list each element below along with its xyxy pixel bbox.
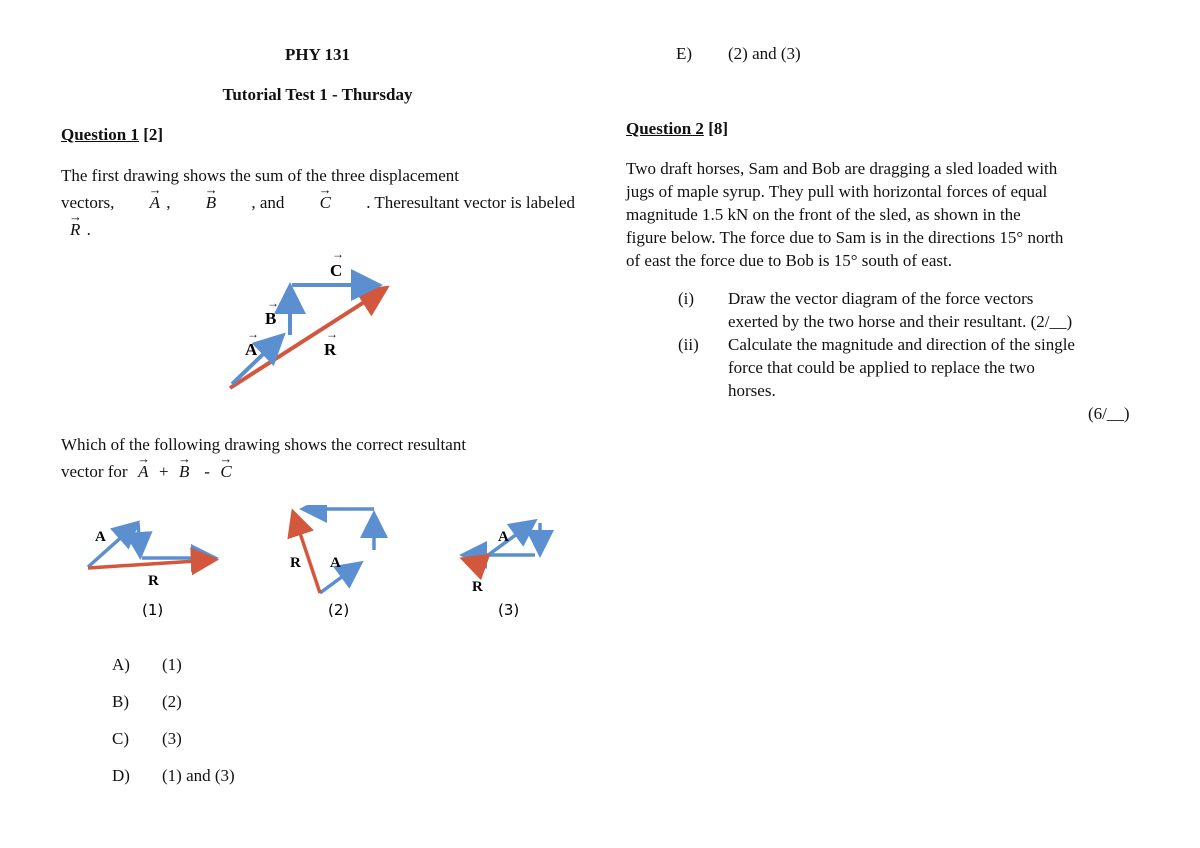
choice-3-label-r: R: [472, 579, 483, 595]
choice-2-label-a: A: [330, 555, 341, 571]
vector-a-symbol: → A: [148, 191, 162, 214]
choice-3-caption: (3): [498, 601, 520, 619]
vector-a-symbol: → A: [136, 460, 150, 483]
option-letter: D): [112, 766, 130, 785]
choice-1-diagram: [88, 523, 212, 619]
question-1-marks: [2]: [143, 125, 164, 144]
option-a[interactable]: [112, 655, 182, 675]
minus-sign: -: [204, 462, 210, 481]
course-code: PHY 131: [284, 45, 350, 64]
q1-ask-line-2: [61, 460, 234, 483]
choice-2-label-r: R: [290, 555, 301, 571]
q1-ask-line-1: Which of the following drawing shows the correct resultant: [61, 435, 467, 454]
choice-figures: [80, 505, 560, 625]
q2-item-1-number: (i): [678, 289, 695, 308]
q2-item-2-number: (ii): [678, 335, 699, 354]
option-e[interactable]: [676, 44, 801, 64]
fig-label-a: A: [245, 340, 258, 359]
plus-sign: +: [158, 462, 169, 481]
q2-item-2-line-3: horses.: [728, 381, 776, 400]
arrow-accent-icon: →: [267, 296, 279, 310]
q1-intro-line-1: The first drawing shows the sum of the three displacement: [61, 166, 459, 185]
q2-item-2-marks: (6/__): [1088, 404, 1130, 423]
q2-item-1-line-2: [728, 310, 1139, 333]
option-letter: C): [112, 729, 129, 748]
fig-label-b: B: [265, 309, 277, 328]
question-2-label: Question 2: [626, 119, 704, 138]
vector-b-symbol: → B: [204, 191, 218, 214]
choice-1-caption: (1): [142, 601, 164, 619]
q2-para-line-5: of east the force due to Bob is 15° south of east.: [626, 251, 952, 270]
q1-text: vectors,: [61, 193, 115, 212]
option-text: (1): [162, 655, 182, 674]
q1-text: . Theresultant vector is labeled: [366, 193, 575, 212]
q2-item-1-line-1: Draw the vector diagram of the force vectors: [728, 289, 1034, 308]
q1-intro-line-3: [68, 218, 91, 241]
option-letter: E): [676, 44, 693, 63]
vector-b-symbol: → B: [177, 460, 191, 483]
choice-2-diagram: [290, 509, 374, 619]
option-letter: A): [112, 655, 130, 674]
choice-3-label-a: A: [498, 529, 509, 545]
question-2-marks: [8]: [708, 119, 729, 138]
q2-para-line-2: jugs of maple syrup. They pull with horizontal forces of equal: [626, 182, 1048, 201]
q2-item-text: exerted by the two horse and their resultant.: [728, 312, 1027, 331]
choice-1-label-r: R: [148, 573, 159, 589]
option-text: (3): [162, 729, 182, 748]
question-2-heading: [626, 117, 728, 140]
q1-text: vector for: [61, 462, 128, 481]
choice-2-caption: (2): [328, 601, 350, 619]
q2-para-line-3: magnitude 1.5 kN on the front of the sled, as shown in the: [626, 205, 1021, 224]
option-letter: B): [112, 692, 129, 711]
vector-r-symbol: → R: [68, 218, 82, 241]
q1-intro-line-2: [61, 191, 575, 214]
choice-1-label-a: A: [95, 529, 106, 545]
arrow-accent-icon: →: [332, 250, 344, 261]
fig-label-r: R: [324, 340, 337, 359]
vector-c-symbol: → C: [318, 191, 333, 214]
vector-c-symbol: → C: [218, 460, 233, 483]
option-text: (2) and (3): [728, 44, 801, 63]
fig-label-c: C: [330, 261, 343, 280]
question-1-heading: [61, 123, 163, 146]
choice-3-diagram: [466, 523, 540, 619]
q2-para-line-1: Two draft horses, Sam and Bob are dragging a sled loaded with: [626, 159, 1058, 178]
option-b[interactable]: [112, 692, 182, 712]
vector-sum-figure: [220, 250, 400, 395]
option-text: (1) and (3): [162, 766, 235, 785]
q2-item-1-marks: (2/__): [1030, 312, 1073, 331]
option-text: (2): [162, 692, 182, 711]
question-1-label: Question 1: [61, 125, 139, 144]
option-c[interactable]: [112, 729, 182, 749]
option-d[interactable]: [112, 766, 235, 786]
q2-item-2-line-1: Calculate the magnitude and direction of the single: [728, 335, 1075, 354]
q2-para-line-4: figure below. The force due to Sam is in the directions 15° north: [626, 228, 1064, 247]
test-title: Tutorial Test 1 - Thursday: [222, 85, 413, 104]
arrow-accent-icon: →: [326, 327, 338, 341]
q1-text: , and: [251, 193, 285, 212]
q1-text: ,: [166, 193, 171, 212]
q1-text: .: [86, 220, 91, 239]
q2-item-2-line-2: force that could be applied to replace the two: [728, 358, 1035, 377]
arrow-accent-icon: →: [247, 327, 259, 341]
